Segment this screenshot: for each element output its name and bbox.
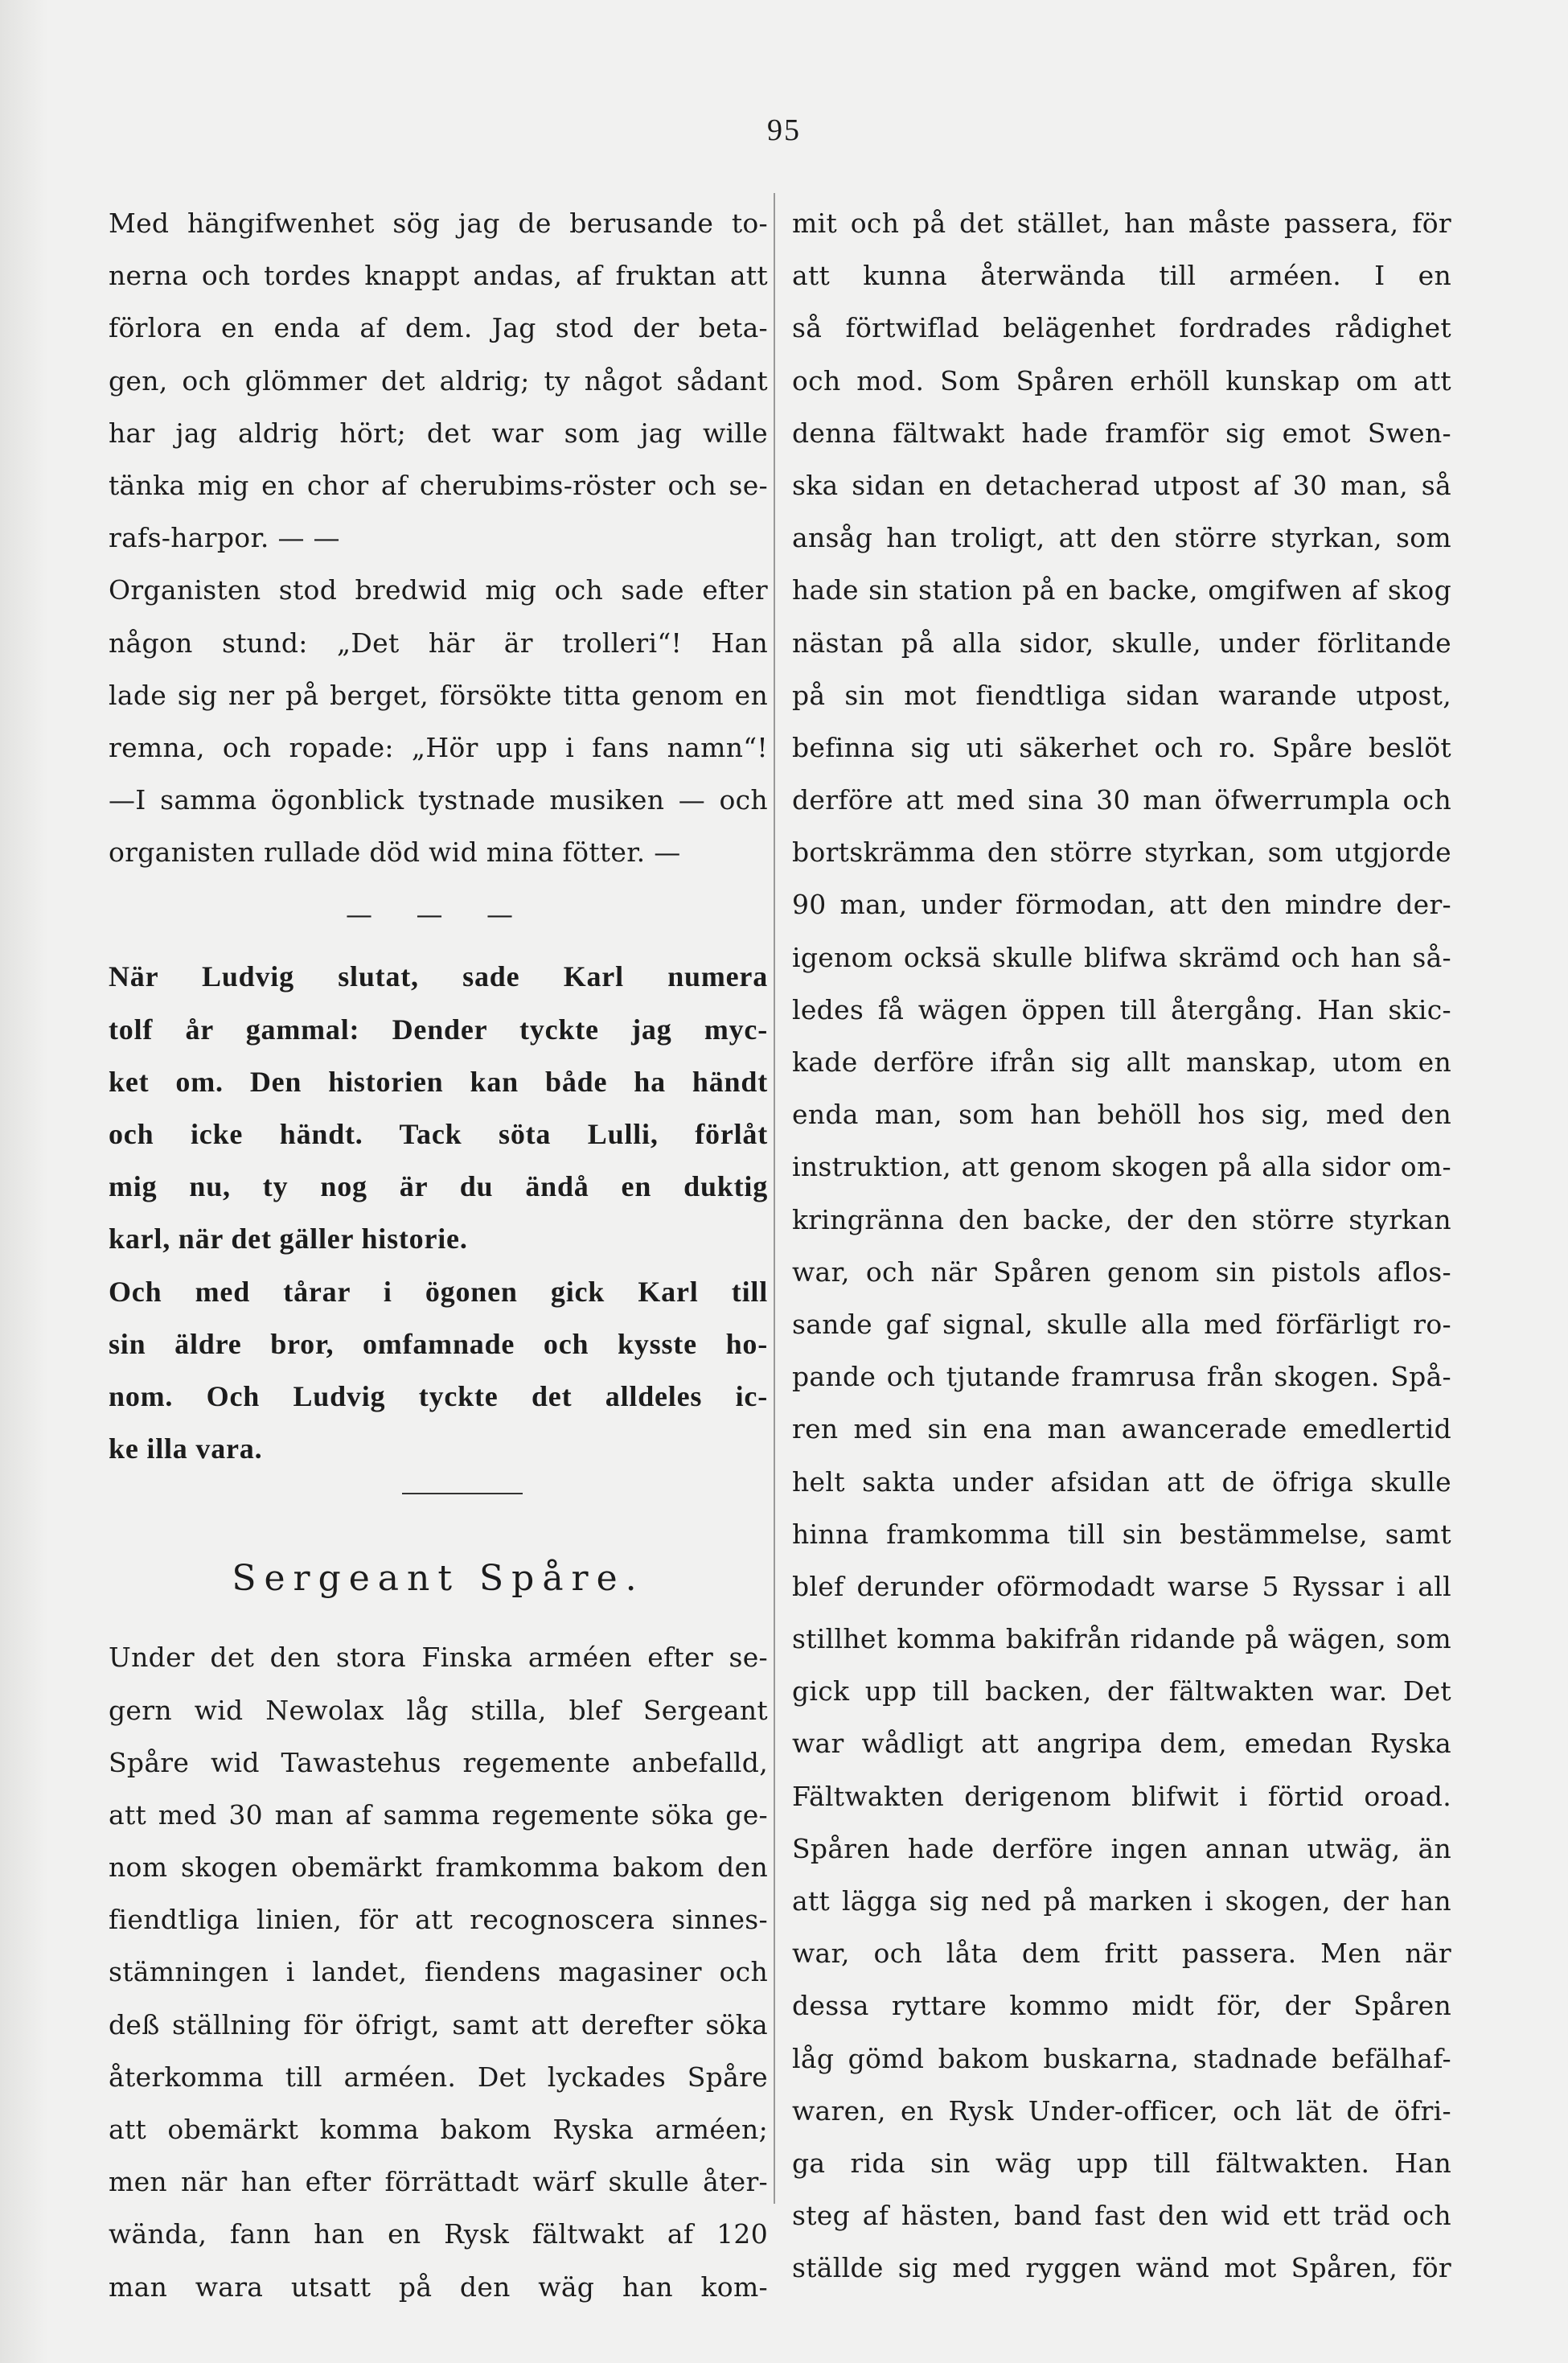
text-line: deß ställning för öfrigt, samt att derefter söka [109,2008,768,2040]
spacer [109,1615,768,1631]
text-line: gick upp till backen, der fältwakten war. Det [792,1675,1451,1708]
text-line: och mod. Som Spåren erhöll kunskap om att [792,364,1451,397]
separator-dashes: — — — [346,898,531,931]
text-line: tänka mig en chor af cherubims-röster och se- [109,469,768,501]
text-line: men när han efter förrättadt wärf skulle åter- [109,2166,768,2198]
text-line: befinna sig uti säkerhet och ro. Spåre beslöt [792,731,1451,763]
text-line: Spåren hade derföre ingen annan utwäg, än [792,1832,1451,1864]
text-line: wända, fann han en Rysk fältwakt af 120 [109,2218,768,2250]
text-line: waren, en Rysk Under-officer, och lät de öfri- [792,2094,1451,2127]
text-line: på sin mot fiendtliga sidan warande utpost, [792,679,1451,711]
text-line: war, och när Spåren genom sin pistols aflos- [792,1255,1451,1288]
text-line: har jag aldrig hört; det war som jag wille [109,417,768,449]
text-line: derföre att med sina 30 man öfwerrumpla och [792,784,1451,816]
text-line: ledes få wägen öppen till återgång. Han skic- [792,993,1451,1025]
text-line: karl, när det gäller historie. [109,1223,468,1255]
text-line: ställde sig med ryggen wänd mot Spåren, för [792,2252,1451,2284]
text-line: nästan på alla sidor, skulle, under förlitande [792,627,1451,659]
text-line: —I samma ögonblick tystnade musiken — och [109,784,768,816]
text-line: att lägga sig ned på marken i skogen, der han [792,1885,1451,1917]
text-line: ket om. Den historien kan både ha händt [109,1065,768,1098]
text-line: gen, och glömmer det aldrig; ty något sådant [109,364,768,397]
text-line: När Ludvig slutat, sade Karl numera [109,960,768,993]
text-line: Fältwakten derigenom blifwit i förtid oroad. [792,1780,1451,1812]
text-line: nom. Och Ludvig tyckte det alldeles ic- [109,1379,768,1412]
text-line: ren med sin ena man awancerade emedlertid [792,1413,1451,1445]
text-line: hinna framkomma till sin bestämmelse, samt [792,1518,1451,1550]
text-line: kade derföre ifrån sig allt manskap, utom en [792,1046,1451,1078]
text-line: blef derunder oförmodadt warse 5 Ryssar i all [792,1570,1451,1602]
text-line: förlora en enda af dem. Jag stod der beta- [109,312,768,344]
text-line: ke illa vara. [109,1432,263,1465]
text-line: gern wid Newolax låg stilla, blef Sergeant [109,1694,768,1726]
text-line: att med 30 man af samma regemente söka ge- [109,1798,768,1831]
text-line: igenom ocksä skulle blifwa skrämd och han så- [792,941,1451,973]
text-line: att kunna återwända till arméen. I en [792,260,1451,292]
text-line: kringränna den backe, der den större styrkan [792,1203,1451,1235]
text-line: så förtwiflad belägenhet fordrades rådighet [792,312,1451,344]
text-line: hade sin station på en backe, omgifwen af skog [792,574,1451,606]
scan-edge [0,0,48,2363]
text-line: remna, och ropade: „Hör upp i fans namn“! [109,731,768,763]
text-line: instruktion, att genom skogen på alla sidor om- [792,1151,1451,1183]
text-line: Med hängifwenhet sög jag de berusande to- [109,208,768,239]
text-line: steg af hästen, band fast den wid ett träd och [792,2200,1451,2232]
text-line: någon stund: „Det här är trolleri“! Han [109,627,768,659]
text-line: Under det den stora Finska arméen efter se- [109,1642,768,1674]
text-line: enda man, som han behöll hos sig, med den [792,1099,1451,1131]
text-line: återkomma till arméen. Det lyckades Spåre [109,2061,768,2093]
text-line: sande gaf signal, skulle alla med förfärligt ro- [792,1308,1451,1340]
text-line: pande och tjutande framrusa från skogen. Spå- [792,1361,1451,1393]
column-rule [774,193,775,2204]
text-line: war wådligt att angripa dem, emedan Ryska [792,1728,1451,1760]
text-line: att obemärkt komma bakom Ryska arméen; [109,2114,768,2145]
text-line: nerna och tordes knappt andas, af fruktan att [109,260,768,292]
text-line: nom skogen obemärkt framkomma bakom den [109,1851,768,1884]
text-line: war, och låta dem fritt passera. Men när [792,1938,1451,1970]
right-column [792,197,1451,2295]
section-title: Sergeant Spåre. [232,1558,645,1600]
text-line: sin äldre bror, omfamnade och kysste ho- [109,1327,768,1360]
text-line: ansåg han troligt, att den större styrkan, som [792,522,1451,554]
text-line: ga rida sin wäg upp till fältwakten. Han [792,2147,1451,2179]
text-line: 90 man, under förmodan, att den mindre der- [792,889,1451,921]
text-line: fiendtliga linien, för att recognoscera sinnes- [109,1904,768,1936]
section-divider [402,1493,523,1494]
text-line: och icke händt. Tack söta Lulli, förlåt [109,1118,768,1150]
text-line: organisten rullade död wid mina fötter. — [109,836,681,869]
text-line: dessa ryttare kommo midt för, der Spåren [792,1990,1451,2022]
left-column [109,197,768,2313]
text-line: mig nu, ty nog är du ändå en duktig [109,1170,768,1203]
page-number: 95 [767,113,801,147]
text-line: denna fältwakt hade framför sig emot Swen- [792,417,1451,449]
text-line: man wara utsatt på den wäg han kom- [109,2271,768,2303]
text-line: Organisten stod bredwid mig och sade efter [109,574,768,606]
text-line: bortskrämma den större styrkan, som utgjorde [792,836,1451,869]
text-line: helt sakta under afsidan att de öfriga skulle [792,1465,1451,1498]
text-line: Spåre wid Tawastehus regemente anbefalld, [109,1746,768,1778]
text-line: rafs-harpor. — — [109,522,340,554]
story-ending [109,197,768,878]
text-line: låg gömd bakom buskarna, stadnade befälhaf- [792,2042,1451,2074]
text-line: stämningen i landet, fiendens magasiner och [109,1956,768,1988]
text-line: tolf år gammal: Dender tyckte jag myc- [109,1013,768,1046]
text-line: stillhet komma bakifrån ridande på wägen, som [792,1623,1451,1655]
text-line: ska sidan en detacherad utpost af 30 man, så [792,469,1451,501]
text-line: lade sig ner på berget, försökte titta genom en [109,679,768,711]
section-text [109,1631,768,2312]
text-line: mit och på det stället, han måste passera, för [792,208,1451,239]
text-line: Och med tårar i ögonen gick Karl till [109,1275,768,1308]
epilogue-text [109,951,768,1475]
